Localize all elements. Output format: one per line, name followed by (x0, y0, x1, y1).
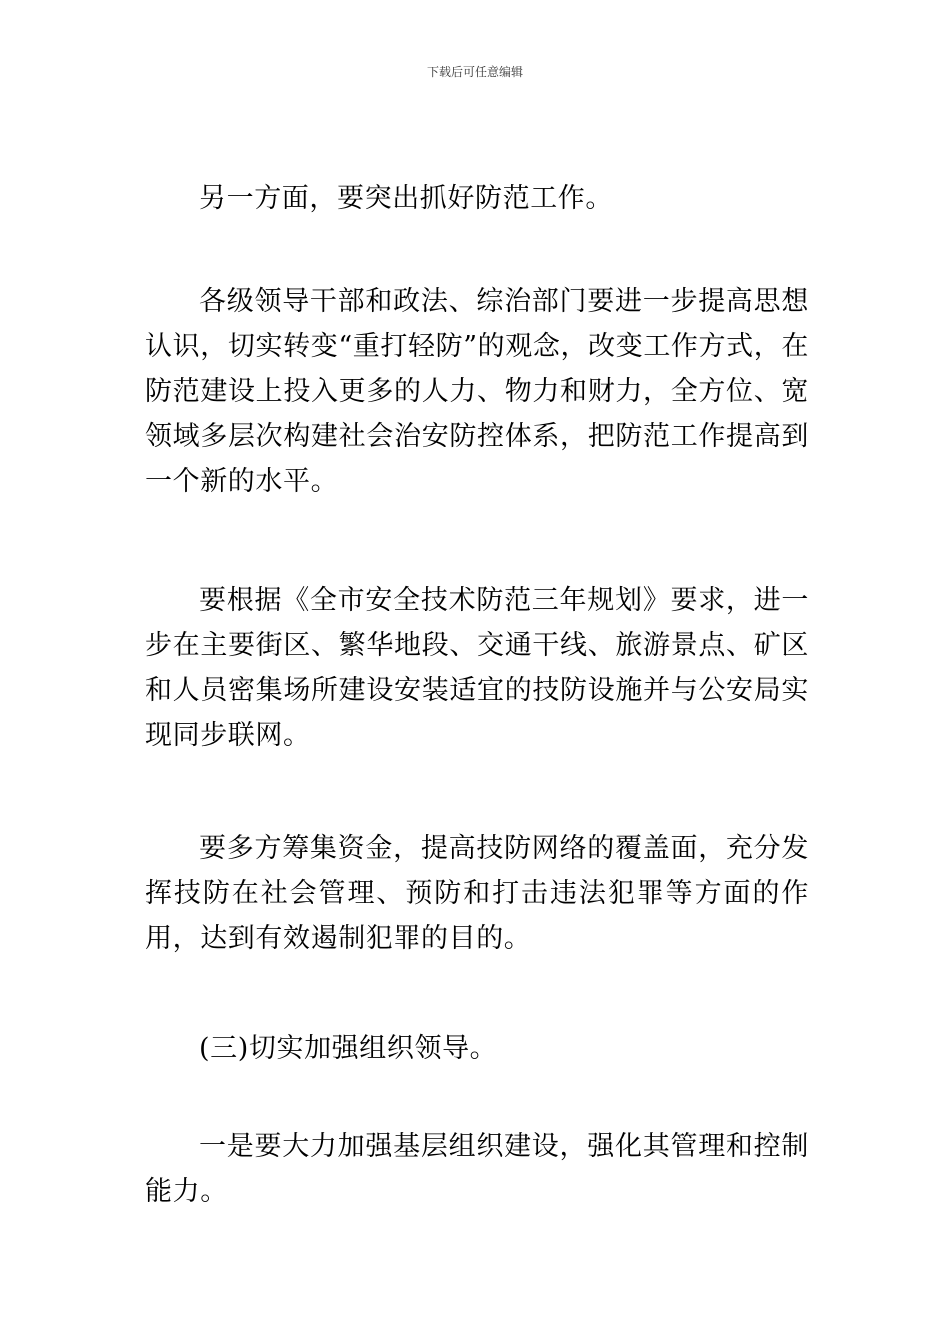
paragraph-leadership-awareness: 各级领导干部和政法、综治部门要进一步提高思想认识，切实转变“重打轻防”的观念，改变工作方式，在防范建设上投入更多的人力、物力和财力，全方位、宽领域多层次构建社会治安防控体系，把防范工作提高到一个新的水平。 (145, 286, 809, 497)
section-heading-organization: (三)切实加强组织领导。 (199, 1033, 498, 1064)
paragraph-tech-prevention-plan: 要根据《全市安全技术防范三年规划》要求，进一步在主要街区、繁华地段、交通干线、旅游景点、矿区和人员密集场所建设安装适宜的技防设施并与公安局实现同步联网。 (145, 585, 809, 751)
paragraph-funding: 要多方筹集资金，提高技防网络的覆盖面，充分发挥技防在社会管理、预防和打击违法犯罪等方面的作用，达到有效遏制犯罪的目的。 (145, 833, 809, 954)
paragraph-grassroots-organization: 一是要大力加强基层组织建设，强化其管理和控制能力。 (145, 1131, 809, 1207)
page-header: 下载后可任意编辑 (426, 65, 523, 79)
paragraph-prevention-focus: 另一方面，要突出抓好防范工作。 (199, 183, 613, 214)
